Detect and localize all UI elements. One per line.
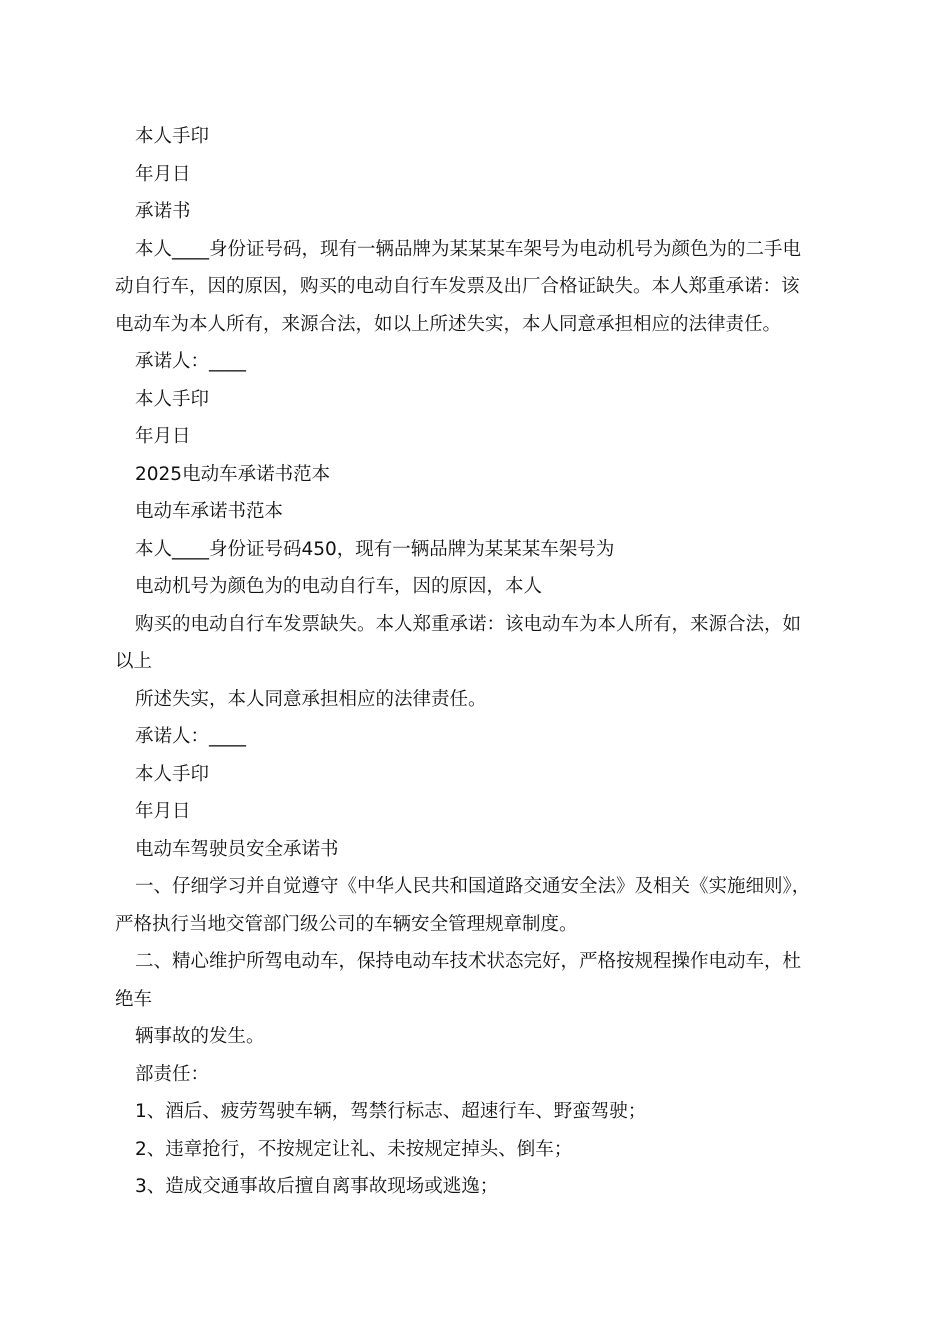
- text-line: 本人____身份证号码450，现有一辆品牌为某某某车架号为: [135, 538, 615, 560]
- text-line: 二、精心维护所驾电动车，保持电动车技术状态完好，严格按规程操作电动车，杜: [135, 951, 802, 972]
- list-item: 2、违章抢行，不按规定让礼、未按规定掉头、倒车；: [135, 1138, 573, 1160]
- section-heading: 承诺书: [135, 201, 191, 222]
- text-line: 年月日: [135, 426, 191, 447]
- list-item: 3、造成交通事故后擅自离事故现场或逃逸；: [135, 1176, 499, 1197]
- text-line: 动自行车，因的原因，购买的电动自行车发票及出厂合格证缺失。本人郑重承诺：该: [115, 276, 800, 297]
- section-heading: 2025电动车承诺书范本: [135, 463, 331, 485]
- section-heading: 电动车驾驶员安全承诺书: [135, 838, 339, 860]
- signature-line: 承诺人：____: [135, 351, 247, 372]
- signature-line: 承诺人：____: [135, 726, 247, 747]
- text-line: 本人____身份证号码，现有一辆品牌为某某某车架号为电动机号为颜色为的二手电: [135, 238, 802, 260]
- text-line: 本人手印: [135, 388, 210, 410]
- text-line: 本人手印: [135, 126, 210, 147]
- text-line: 电动机号为颜色为的电动自行车，因的原因，本人: [135, 576, 543, 597]
- text-line: 年月日: [135, 163, 191, 185]
- document-body: [115, 118, 837, 1206]
- text-line: 所述失实，本人同意承担相应的法律责任。: [135, 688, 487, 710]
- section-heading: 电动车承诺书范本: [135, 501, 284, 522]
- text-line: 以上: [115, 651, 153, 672]
- text-line: 一、仔细学习并自觉遵守《中华人民共和国道路交通安全法》及相关《实施细则》，: [135, 876, 811, 897]
- text-line: 购买的电动自行车发票缺失。本人郑重承诺：该电动车为本人所有，来源合法，如: [135, 613, 802, 635]
- text-line: 辆事故的发生。: [135, 1026, 265, 1047]
- text-line: 本人手印: [135, 763, 210, 785]
- text-line: 绝车: [115, 988, 153, 1010]
- text-line: 严格执行当地交管部门级公司的车辆安全管理规章制度。: [115, 913, 578, 935]
- text-line: 部责任：: [135, 1063, 210, 1085]
- list-item: 1、酒后、疲劳驾驶车辆，驾禁行标志、超速行车、野蛮驾驶；: [135, 1101, 647, 1122]
- text-line: 电动车为本人所有，来源合法，如以上所述失实，本人同意承担相应的法律责任。: [115, 313, 782, 335]
- text-line: 年月日: [135, 801, 191, 822]
